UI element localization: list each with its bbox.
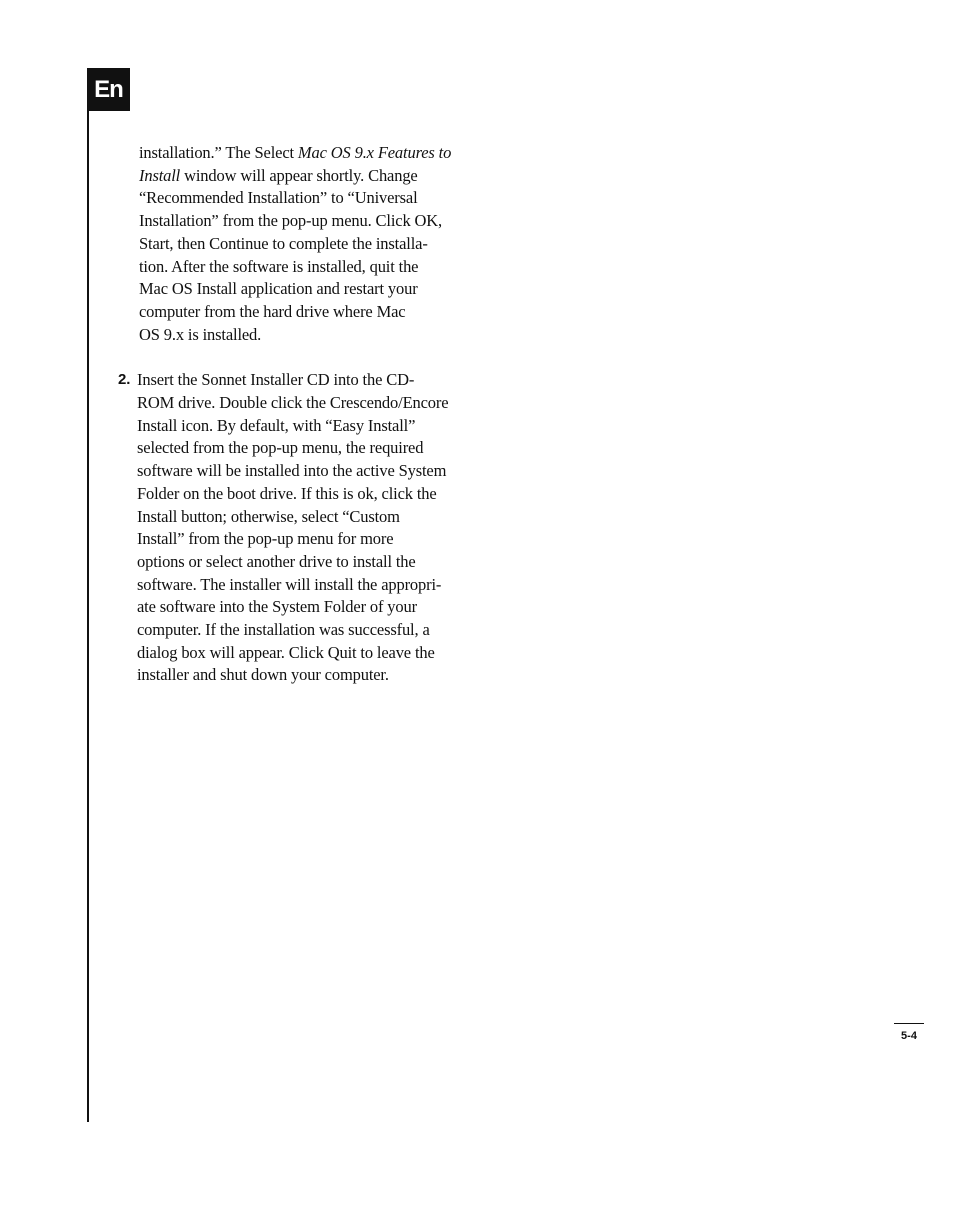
text-line: Install” from the pop-up menu for more	[137, 529, 394, 549]
text-line: ROM drive. Double click the Crescendo/Encore	[137, 393, 449, 413]
page-number-rule	[894, 1023, 924, 1024]
text-line: “Recommended Installation” to “Universal	[139, 188, 418, 208]
language-tab: En	[87, 68, 130, 111]
text-line: Folder on the boot drive. If this is ok, click the	[137, 483, 437, 503]
text-line: Start, then Continue to complete the installa-	[139, 233, 428, 253]
step-number: 2.	[118, 371, 131, 389]
text-line: selected from the pop-up menu, the required	[137, 438, 424, 458]
italic-window-name: Mac OS 9.x Features to	[297, 143, 452, 162]
step-2	[118, 369, 478, 687]
text-line: Mac OS Install application and restart your	[139, 279, 418, 299]
text-line: software will be installed into the active System	[137, 461, 447, 481]
text-line: installer and shut down your computer.	[137, 665, 389, 685]
italic-window-name: Install	[139, 165, 181, 185]
text-line: OS 9.x is installed.	[139, 324, 262, 344]
body-text	[118, 142, 478, 687]
text-line: computer. If the installation was successful, a	[137, 620, 430, 640]
text-line: computer from the hard drive where Mac	[139, 301, 406, 321]
step-2-text	[137, 369, 478, 687]
text-line: tion. After the software is installed, quit the	[139, 256, 419, 276]
margin-rule	[87, 68, 89, 1122]
text-line: ate software into the System Folder of your	[137, 597, 417, 617]
text-line: Install button; otherwise, select “Custom	[137, 506, 400, 526]
text-line: software. The installer will install the appropri-	[137, 574, 442, 594]
page-number: 5-4	[901, 1030, 917, 1042]
text-line: options or select another drive to install the	[137, 551, 416, 571]
text-line: Install icon. By default, with “Easy Install”	[137, 415, 416, 435]
text-line: Install window will appear shortly. Change	[139, 165, 418, 185]
text-line: dialog box will appear. Click Quit to leave the	[137, 642, 435, 662]
continuation-paragraph	[118, 142, 478, 346]
text-line: installation.” The Select Mac OS 9.x Features to	[139, 143, 452, 162]
text-line: Installation” from the pop-up menu. Click OK,	[139, 211, 443, 231]
text-line: Insert the Sonnet Installer CD into the CD-	[137, 370, 415, 390]
